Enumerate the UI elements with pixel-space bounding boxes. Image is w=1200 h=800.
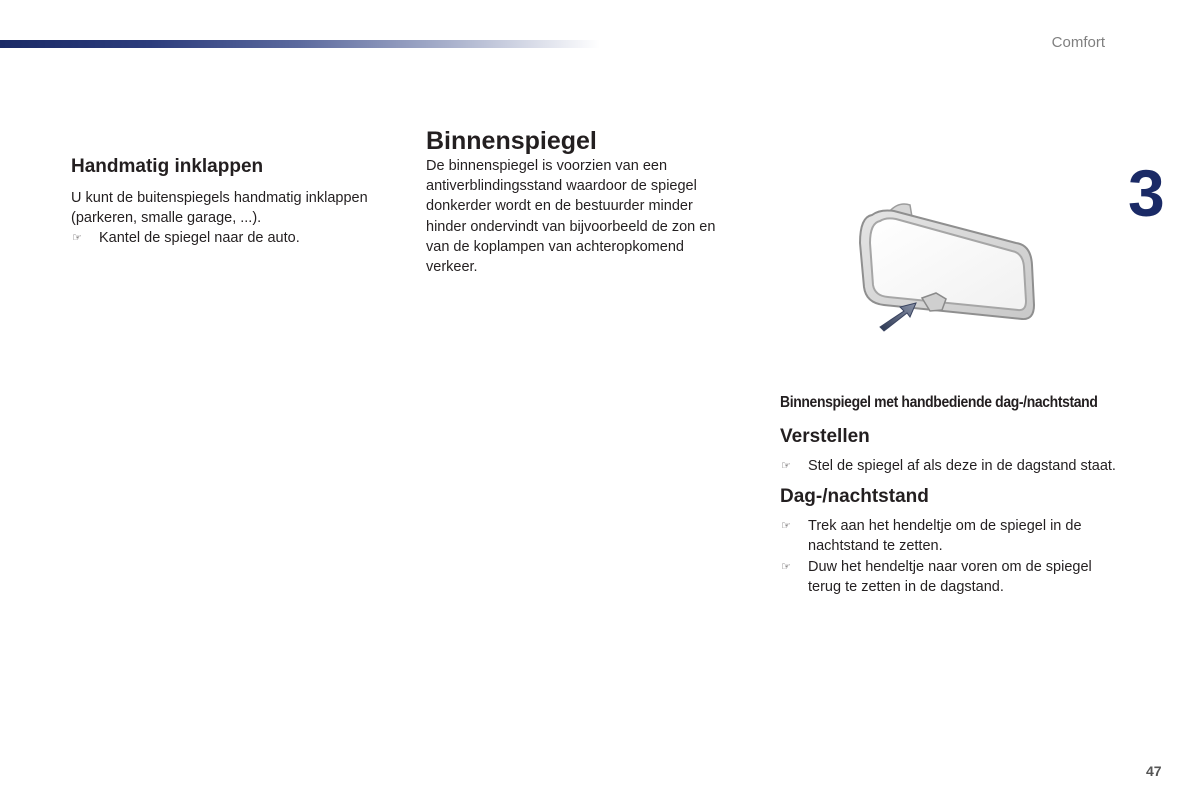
chapter-number: 3 xyxy=(1128,156,1165,230)
heading-binnenspiegel: Binnenspiegel xyxy=(426,127,597,155)
header-gradient-bar xyxy=(0,40,600,48)
pointing-hand-icon: ☞ xyxy=(781,520,791,533)
right-column xyxy=(780,392,1120,597)
heading-verstellen: Verstellen xyxy=(780,426,870,447)
page-number: 47 xyxy=(1146,763,1162,779)
bullet-text: Kantel de spiegel naar de auto. xyxy=(99,230,300,247)
list-item xyxy=(780,557,1120,597)
heading-dag-nachtstand: Dag-/nachtstand xyxy=(780,486,929,508)
pointing-hand-icon: ☞ xyxy=(72,232,82,245)
left-column xyxy=(71,154,401,249)
bullet-text: Stel de spiegel af als deze in de dagstand staat. xyxy=(808,458,1116,474)
paragraph-binnenspiegel: De binnenspiegel is voorzien van een antiverblindingsstand waardoor de spiegel donkerder wordt en de bestuurder minder hinder ondervindt van bijvoorbeeld de zon en van de koplampen van achteropkomend verkeer. xyxy=(426,158,716,276)
middle-column xyxy=(426,126,736,277)
heading-handmatig-inklappen: Handmatig inklappen xyxy=(71,156,264,177)
paragraph-handmatig: U kunt de buitenspiegels handmatig inklappen (parkeren, smalle garage, ...). xyxy=(71,190,368,227)
list-item xyxy=(71,228,401,248)
bullet-text: Trek aan het hendeltje om de spiegel in de nachtstand te zetten. xyxy=(808,518,1082,555)
list-item xyxy=(780,516,1120,556)
section-title: Comfort xyxy=(1051,34,1105,51)
list-item xyxy=(780,456,1120,476)
pointing-hand-icon: ☞ xyxy=(781,460,791,472)
bullet-text: Duw het hendeltje naar voren om de spiegel terug te zetten in de dagstand. xyxy=(808,558,1092,595)
figure-caption: Binnenspiegel met handbediende dag-/nachtstand xyxy=(780,394,1098,411)
pointing-hand-icon: ☞ xyxy=(781,560,791,573)
rear-view-mirror-illustration xyxy=(850,195,1040,350)
